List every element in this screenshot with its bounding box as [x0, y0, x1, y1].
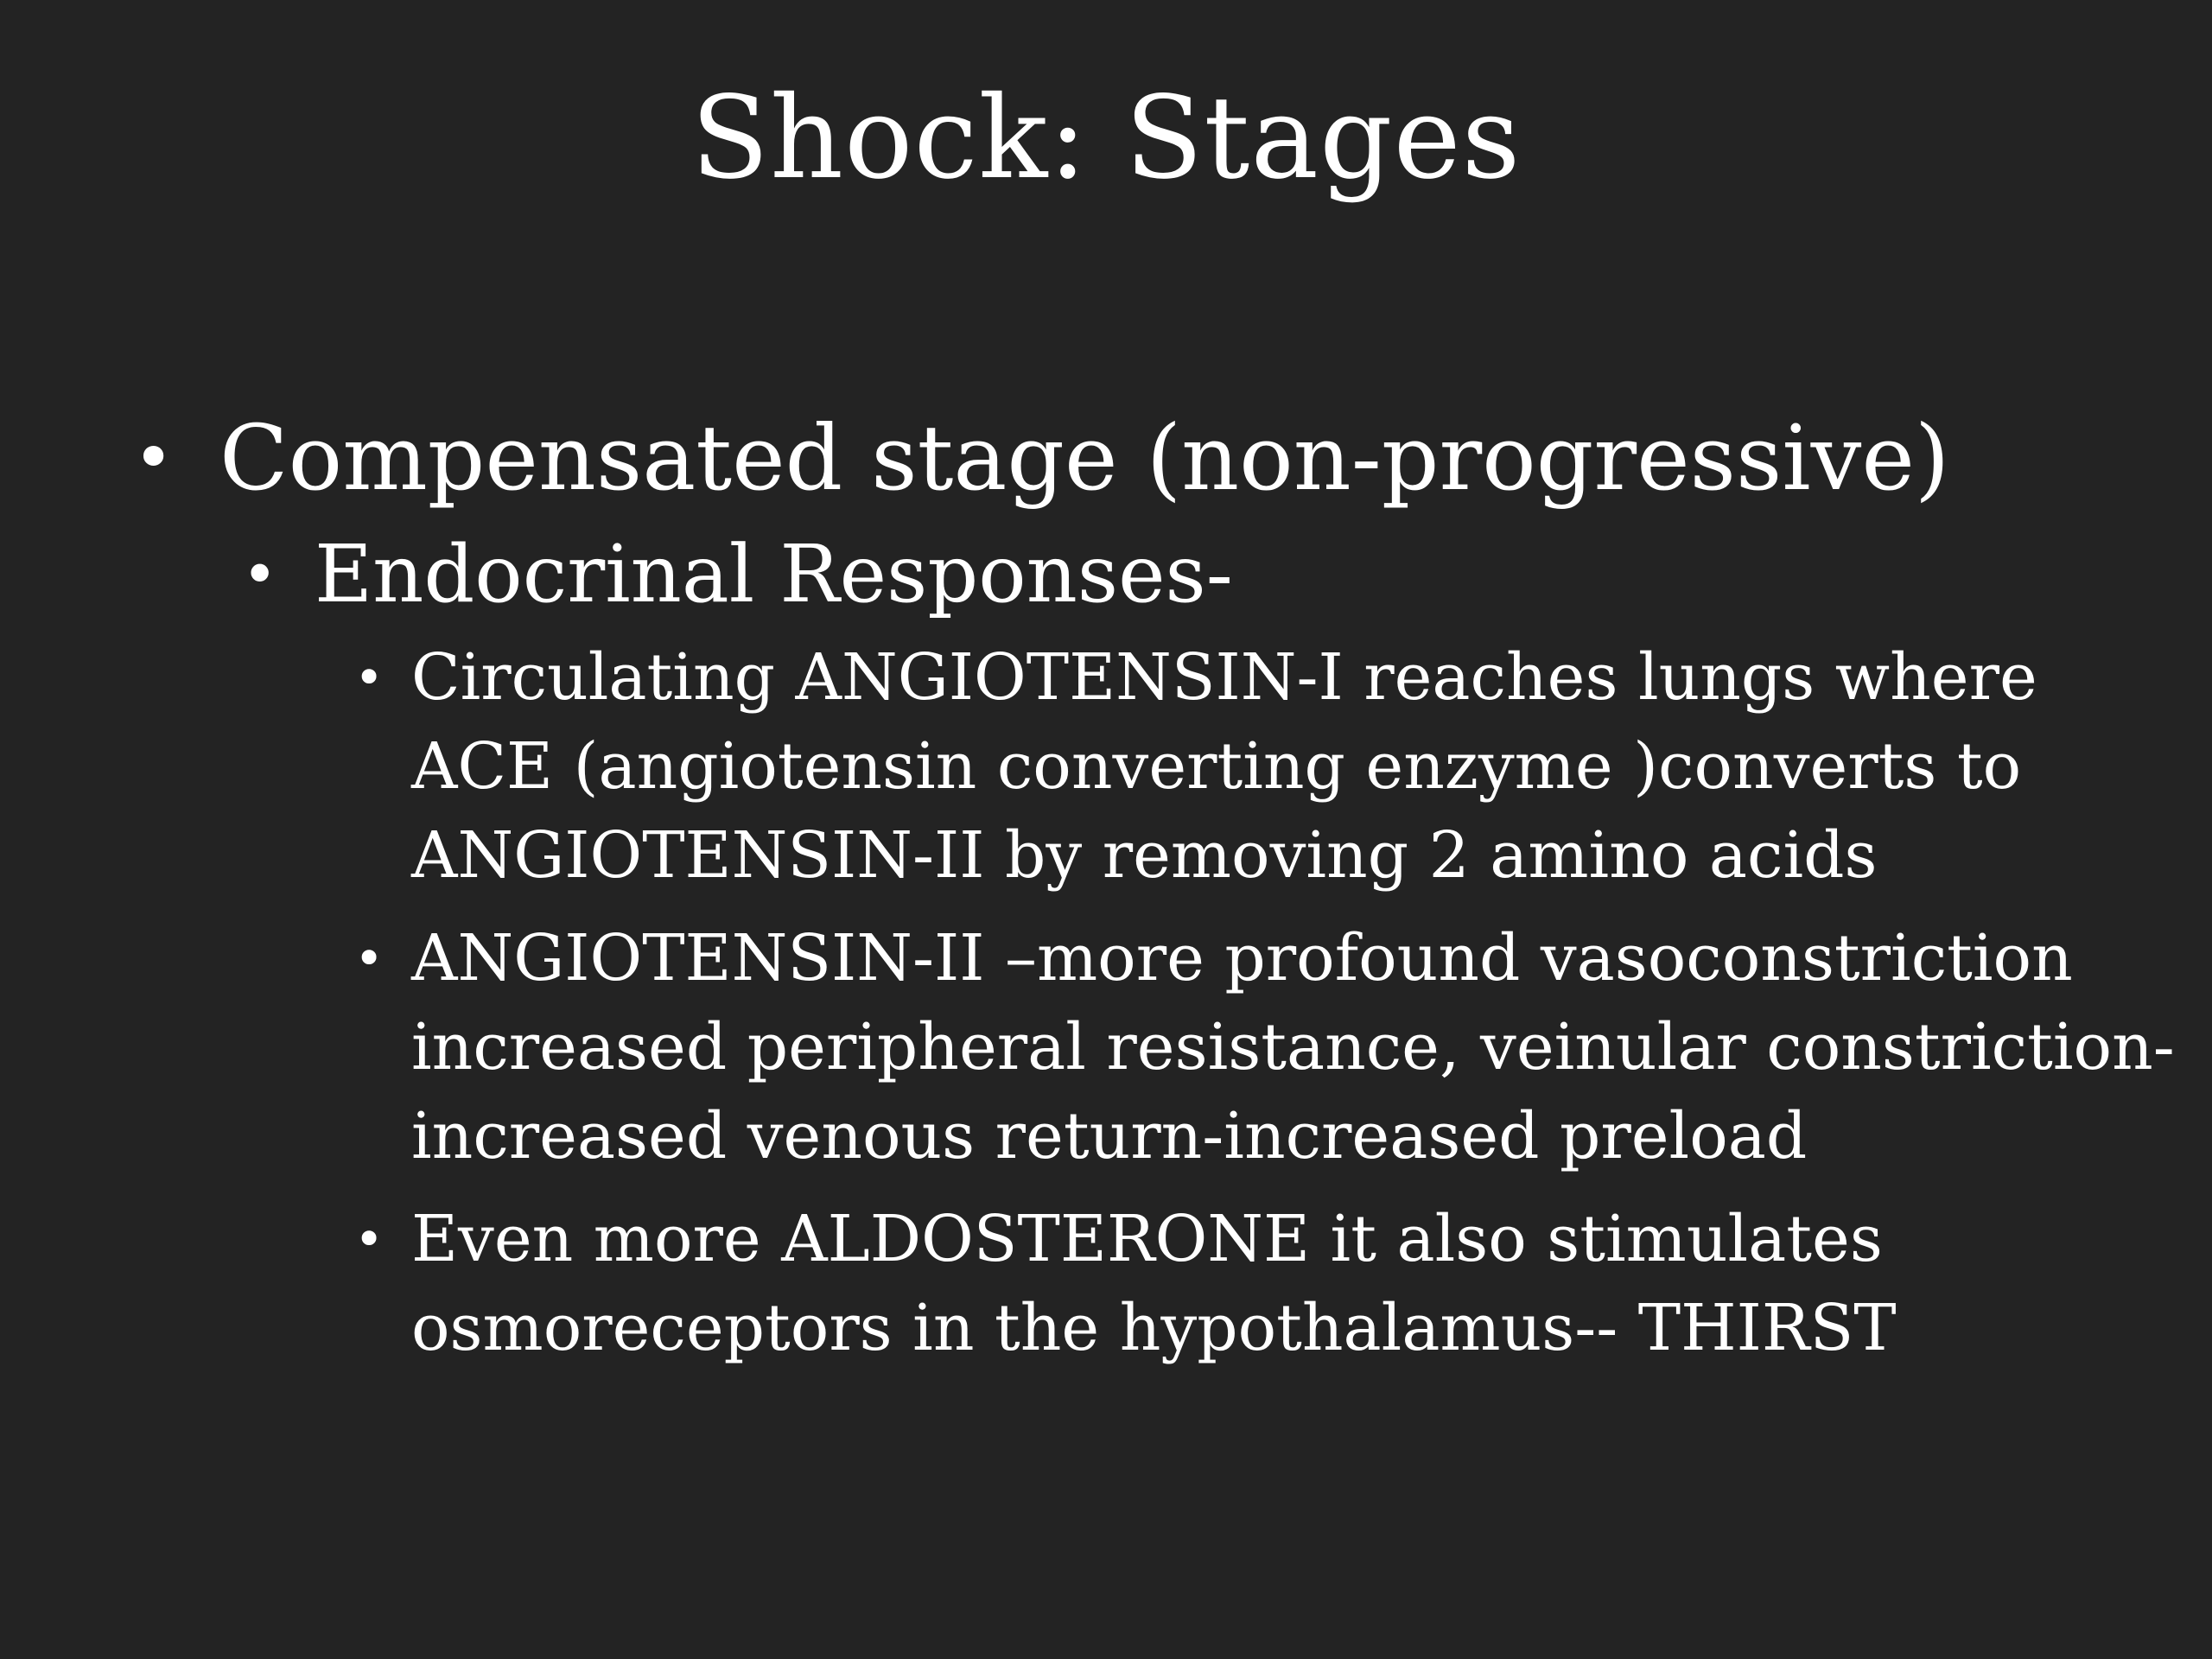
bullet-level3-text: Even more ALDOSTERONE it also stimulates osmoreceptors in the hypothalamus-- THIRST	[411, 1202, 1897, 1365]
bullet-level1-text: Compensated stage (non-progressive)	[219, 405, 1950, 511]
bullet-dot-icon	[242, 523, 277, 626]
bullet-dot-icon	[354, 633, 384, 722]
bullet-level3-item	[354, 633, 2183, 900]
bullet-dot-icon	[133, 402, 174, 514]
bullet-level3-item	[354, 1195, 2183, 1373]
bullet-level3-text: ANGIOTENSIN-II –more profound vasoconstriction increased peripheral resistance, veinular constriction-increased venous return-increased preload	[411, 921, 2175, 1173]
bullet-level3-item	[354, 914, 2183, 1181]
bullet-level2	[242, 523, 2108, 626]
bullet-level1	[130, 402, 2108, 514]
bullet-level2-text: Endocrinal Responses-	[315, 528, 1233, 620]
bullet-dot-icon	[354, 914, 384, 1003]
bullet-level3-text: Circulating ANGIOTENSIN-I reaches lungs where ACE (angiotensin converting enzyme )converts to ANGIOTENSIN-II by removing 2 amino acids	[411, 640, 2037, 893]
bullet-dot-icon	[354, 1195, 384, 1284]
slide-title: Shock: Stages	[690, 72, 1522, 205]
slide-content	[130, 402, 2175, 1373]
